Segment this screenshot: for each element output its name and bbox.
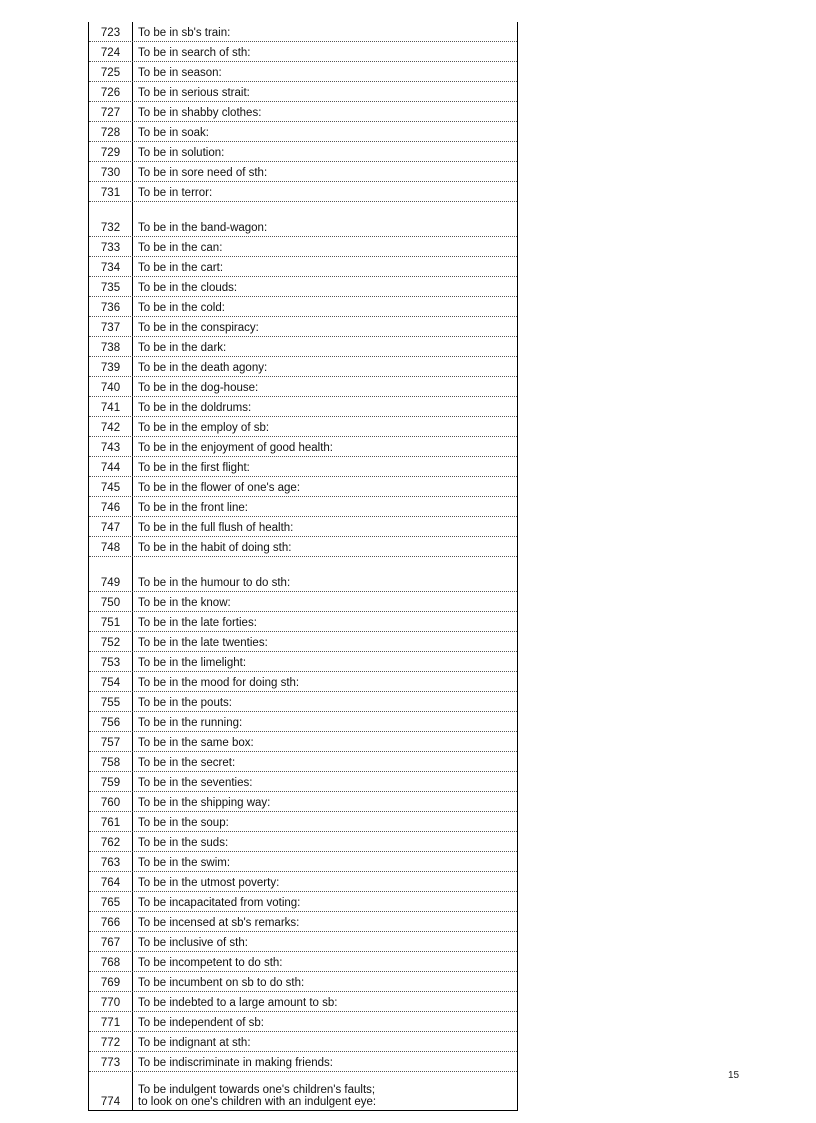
entry-text: To be in the soup:	[138, 817, 229, 829]
table-row	[89, 297, 517, 317]
entry-text: To be in the running:	[138, 717, 243, 729]
entry-text: To be in the suds:	[138, 837, 229, 849]
table-row	[89, 497, 517, 517]
entry-number: 751	[89, 612, 133, 631]
entry-text: To be in the conspiracy:	[138, 322, 259, 334]
entry-text: To be in the full flush of health:	[138, 522, 294, 534]
entry-number: 729	[89, 142, 133, 161]
entry-text: To be in the employ of sb:	[138, 422, 270, 434]
entry-number: 763	[89, 852, 133, 871]
entry-text: To be in shabby clothes:	[138, 107, 262, 119]
table-row	[89, 162, 517, 182]
table-row	[89, 457, 517, 477]
entry-text: To be in solution:	[138, 147, 225, 159]
entry-number: 727	[89, 102, 133, 121]
entry-text: To be in the cold:	[138, 302, 225, 314]
entry-number: 731	[89, 182, 133, 201]
entry-text: To be in the front line:	[138, 502, 248, 514]
entry-number: 767	[89, 932, 133, 951]
entry-number: 764	[89, 872, 133, 891]
entry-text: To be in the doldrums:	[138, 402, 252, 414]
entry-text: To be in the pouts:	[138, 697, 232, 709]
entry-number: 755	[89, 692, 133, 711]
entry-number: 762	[89, 832, 133, 851]
entry-text: To be in the late forties:	[138, 617, 257, 629]
table-row	[89, 317, 517, 337]
table-row	[89, 652, 517, 672]
entry-text: To be in the cart:	[138, 262, 224, 274]
table-row	[89, 732, 517, 752]
table-row	[89, 752, 517, 772]
table-row	[89, 377, 517, 397]
entry-text: To be in the swim:	[138, 857, 231, 869]
table-row	[89, 932, 517, 952]
table-row	[89, 357, 517, 377]
entry-number: 735	[89, 277, 133, 296]
entry-number: 733	[89, 237, 133, 256]
table-row	[89, 202, 517, 237]
table-row	[89, 182, 517, 202]
table-row	[89, 337, 517, 357]
entry-text: To be in the first flight:	[138, 462, 250, 474]
entry-number: 740	[89, 377, 133, 396]
entry-number: 758	[89, 752, 133, 771]
entry-number: 773	[89, 1052, 133, 1071]
entry-text: To be in the can:	[138, 242, 223, 254]
entry-text: To be in the flower of one's age:	[138, 482, 301, 494]
entry-number: 738	[89, 337, 133, 356]
table-row	[89, 1032, 517, 1052]
entry-number: 753	[89, 652, 133, 671]
entry-text: To be indiscriminate in making friends:	[138, 1057, 333, 1069]
entry-number: 723	[89, 22, 133, 41]
table-row	[89, 82, 517, 102]
entry-number: 732	[89, 202, 133, 236]
table-row	[89, 712, 517, 732]
table-row	[89, 892, 517, 912]
entry-number: 748	[89, 537, 133, 556]
entry-number: 769	[89, 972, 133, 991]
entry-text: To be in the habit of doing sth:	[138, 542, 292, 554]
entry-text: To be inclusive of sth:	[138, 937, 248, 949]
entry-number: 770	[89, 992, 133, 1011]
entry-number: 752	[89, 632, 133, 651]
entry-number: 765	[89, 892, 133, 911]
table-row	[89, 122, 517, 142]
entry-text: To be incumbent on sb to do sth:	[138, 977, 305, 989]
entry-text: To be in the seventies:	[138, 777, 253, 789]
entry-text: To be in the dog-house:	[138, 382, 259, 394]
entry-number: 728	[89, 122, 133, 141]
entry-number: 750	[89, 592, 133, 611]
entry-number: 734	[89, 257, 133, 276]
table-row	[89, 792, 517, 812]
entry-number: 744	[89, 457, 133, 476]
table-row	[89, 1012, 517, 1032]
table-row	[89, 277, 517, 297]
table-row	[89, 952, 517, 972]
table-row	[89, 592, 517, 612]
entry-text: To be in the death agony:	[138, 362, 268, 374]
entry-text: To be in the secret:	[138, 757, 236, 769]
entry-number: 746	[89, 497, 133, 516]
entry-text: To be in season:	[138, 67, 222, 79]
entry-number: 749	[89, 557, 133, 591]
entry-number: 766	[89, 912, 133, 931]
table-row	[89, 872, 517, 892]
entry-number: 761	[89, 812, 133, 831]
entry-text: To be indulgent towards one's children's faults; to look on one's children with an indulgent eye:	[138, 1084, 377, 1108]
entry-number: 730	[89, 162, 133, 181]
entry-number: 774	[89, 1072, 133, 1110]
entry-number: 726	[89, 82, 133, 101]
table-row	[89, 1072, 517, 1110]
entry-text: To be in the same box:	[138, 737, 254, 749]
table-row	[89, 437, 517, 457]
table-row	[89, 257, 517, 277]
entry-text: To be independent of sb:	[138, 1017, 264, 1029]
entry-text: To be incapacitated from voting:	[138, 897, 301, 909]
entry-text: To be incensed at sb's remarks:	[138, 917, 300, 929]
table-row	[89, 477, 517, 497]
entry-number: 742	[89, 417, 133, 436]
table-row	[89, 692, 517, 712]
entry-text: To be in the dark:	[138, 342, 227, 354]
table-row	[89, 417, 517, 437]
table-row	[89, 1052, 517, 1072]
entry-number: 759	[89, 772, 133, 791]
entry-text: To be in the enjoyment of good health:	[138, 442, 334, 454]
entry-text: To be in sore need of sth:	[138, 167, 268, 179]
entry-number: 757	[89, 732, 133, 751]
entry-number: 747	[89, 517, 133, 536]
entry-text: To be in search of sth:	[138, 47, 251, 59]
entry-number: 772	[89, 1032, 133, 1051]
entry-number: 739	[89, 357, 133, 376]
table-row	[89, 912, 517, 932]
entry-text: To be in the utmost poverty:	[138, 877, 280, 889]
entry-text: To be in the shipping way:	[138, 797, 271, 809]
table-row	[89, 852, 517, 872]
entry-number: 737	[89, 317, 133, 336]
table-row	[89, 612, 517, 632]
entry-text: To be in the clouds:	[138, 282, 238, 294]
entry-number: 724	[89, 42, 133, 61]
entry-number: 743	[89, 437, 133, 456]
table-row	[89, 672, 517, 692]
entry-text: To be in serious strait:	[138, 87, 250, 99]
table-row	[89, 632, 517, 652]
entry-number: 736	[89, 297, 133, 316]
entry-text: To be in the mood for doing sth:	[138, 677, 300, 689]
entry-number: 725	[89, 62, 133, 81]
table-row	[89, 832, 517, 852]
phrase-table	[88, 22, 518, 1111]
table-row	[89, 972, 517, 992]
entry-number: 741	[89, 397, 133, 416]
table-row	[89, 142, 517, 162]
table-row	[89, 42, 517, 62]
table-row	[89, 397, 517, 417]
entry-number: 771	[89, 1012, 133, 1031]
entry-text: To be in soak:	[138, 127, 209, 139]
entry-number: 760	[89, 792, 133, 811]
page-number: 15	[728, 1070, 740, 1081]
entry-text: To be in the limelight:	[138, 657, 247, 669]
table-row	[89, 237, 517, 257]
table-row	[89, 62, 517, 82]
entry-text: To be in terror:	[138, 187, 213, 199]
entry-text: To be indignant at sth:	[138, 1037, 251, 1049]
table-row	[89, 517, 517, 537]
table-row	[89, 812, 517, 832]
entry-number: 768	[89, 952, 133, 971]
table-row	[89, 537, 517, 557]
table-row	[89, 22, 517, 42]
table-row	[89, 992, 517, 1012]
entry-text: To be in the know:	[138, 597, 231, 609]
table-row	[89, 102, 517, 122]
entry-text: To be indebted to a large amount to sb:	[138, 997, 338, 1009]
entry-text: To be in the late twenties:	[138, 637, 268, 649]
entry-text: To be in the band-wagon:	[138, 222, 268, 234]
table-row	[89, 557, 517, 592]
entry-text: To be in the humour to do sth:	[138, 577, 291, 589]
entry-text: To be incompetent to do sth:	[138, 957, 283, 969]
entry-number: 756	[89, 712, 133, 731]
entry-number: 745	[89, 477, 133, 496]
table-row	[89, 772, 517, 792]
entry-number: 754	[89, 672, 133, 691]
entry-text: To be in sb's train:	[138, 27, 231, 39]
